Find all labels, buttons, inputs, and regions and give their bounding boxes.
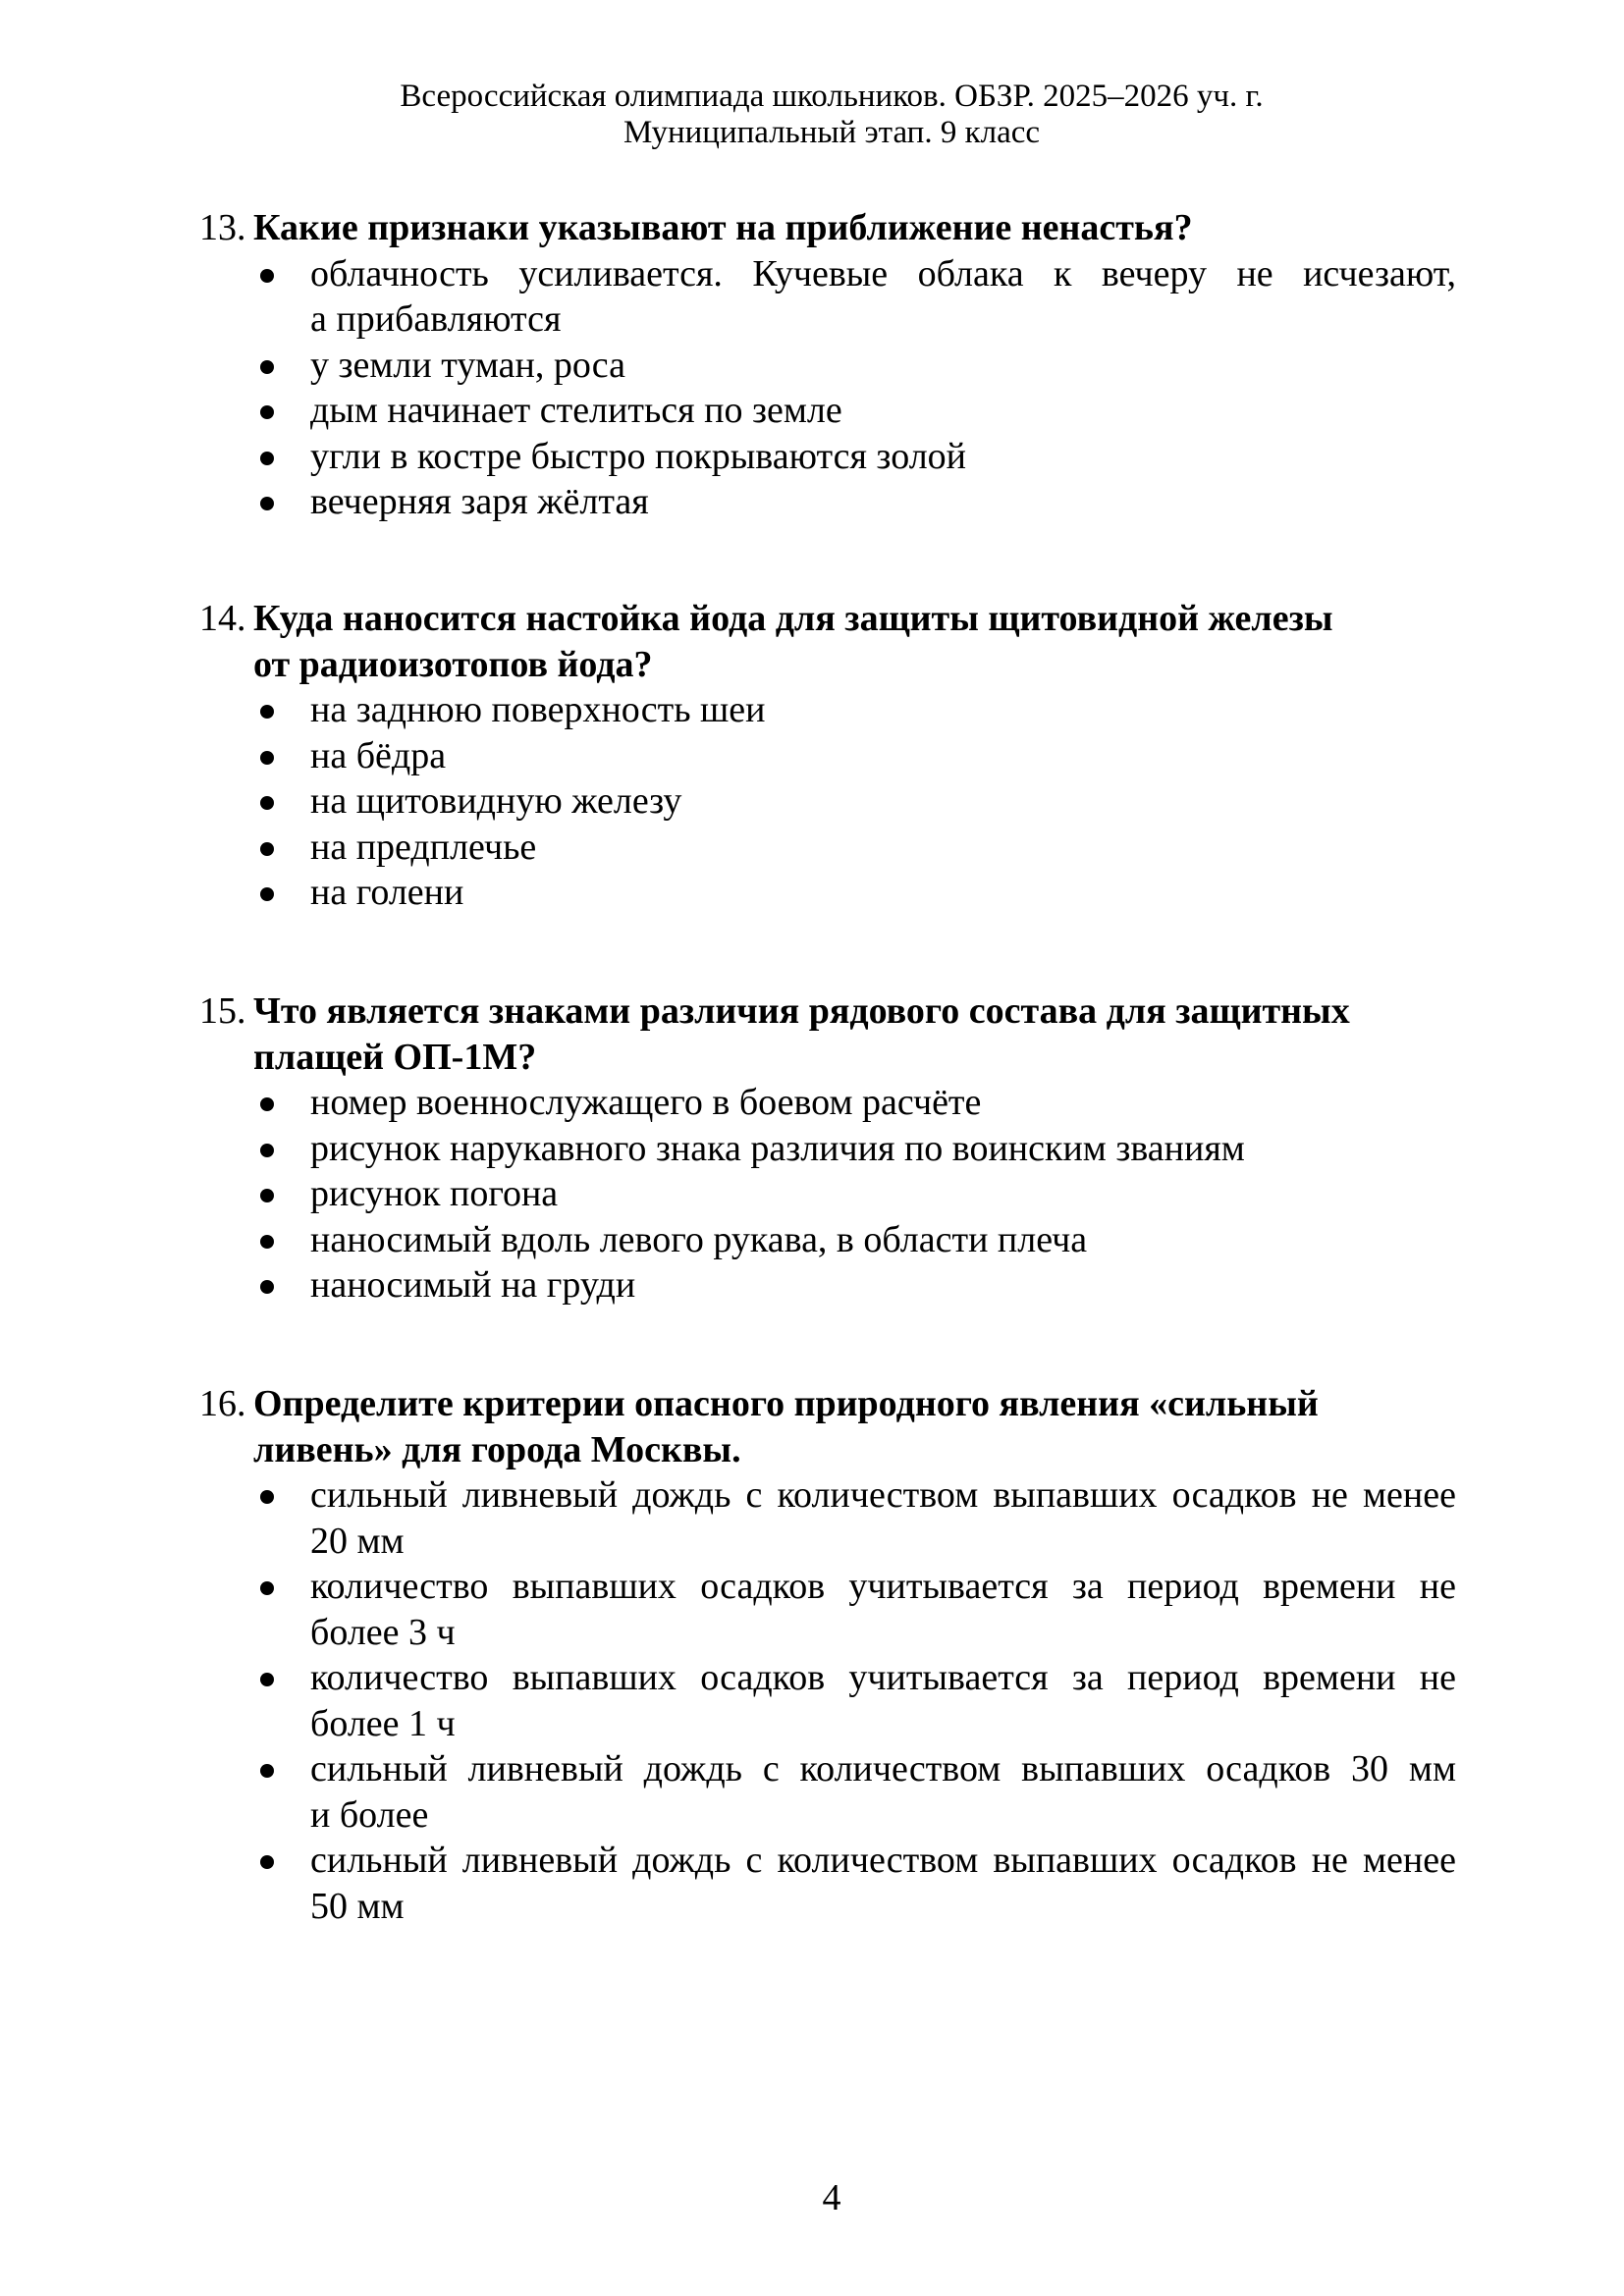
bullet-icon [260,1673,274,1686]
option-text-line: более 3 ч [310,1611,456,1653]
options-list [0,251,1624,525]
question-14 [0,596,1624,916]
list-item [0,1262,1624,1308]
header-subtitle-line: Муниципальный этап. 9 класс [623,115,1041,150]
option-text-line: на заднюю поверхность шеи [310,689,766,730]
bullet-icon [260,842,274,856]
bullet-icon [260,1490,274,1504]
bullet-icon [260,360,274,374]
question-number: 15. [199,990,246,1032]
question-15 [0,988,1624,1308]
list-item [0,1171,1624,1217]
list-item [0,434,1624,480]
bullet-icon [260,1855,274,1869]
bullet-icon [260,1280,274,1294]
option-text-line: более 1 ч [310,1702,456,1744]
question-title-line: Какие признаки указывают на приближение ненастья? [253,207,1193,248]
question-13 [0,205,1624,525]
bullet-icon [260,887,274,901]
option-text-line: 20 мм [310,1520,405,1562]
page-header [196,79,1467,151]
option-text-line: на голени [310,872,464,913]
bullet-icon [260,705,274,719]
bullet-icon [260,497,274,510]
options-list [0,1472,1624,1929]
options-list [0,687,1624,916]
bullet-icon [260,1097,274,1111]
list-item [0,687,1624,733]
question-number: 16. [199,1383,246,1424]
list-item [0,1472,1624,1564]
option-text-line: на бёдра [310,734,447,776]
option-text-line: рисунок погона [310,1173,559,1214]
list-item [0,1080,1624,1126]
list-item [0,1217,1624,1263]
option-text-line: рисунок нарукавного знака различия по воинским званиям [310,1127,1245,1169]
option-text-line: на предплечье [310,826,537,868]
list-item [0,479,1624,525]
option-text-line: наносимый на груди [310,1264,636,1306]
question-title [0,1381,1624,1472]
list-item [0,1655,1624,1746]
list-item [0,1838,1624,1929]
option-text-line: 50 мм [310,1885,405,1927]
option-text-line: у земли туман, роса [310,344,625,386]
list-item [0,1564,1624,1655]
question-title-line: ливень» для города Москвы. [253,1428,741,1470]
list-item [0,778,1624,825]
bullet-icon [260,1189,274,1202]
page-number: 4 [822,2177,841,2218]
option-text-line: облачность усиливается. Кучевые облака к вечеру не исчезают, [310,252,1456,294]
option-text-line: а прибавляются [310,298,562,340]
bullet-icon [260,452,274,465]
list-item [0,343,1624,389]
bullet-icon [260,796,274,810]
bullet-icon [260,1235,274,1249]
question-title [0,988,1624,1080]
bullet-icon [260,405,274,419]
option-text-line: вечерняя заря жёлтая [310,481,649,522]
header-title-line: Всероссийская олимпиада школьников. ОБЗР. 2025–2026 уч. г. [400,79,1264,114]
question-number: 13. [199,207,246,248]
question-title [0,205,1624,251]
list-item [0,825,1624,871]
option-text-line: угли в костре быстро покрываются золой [310,435,967,477]
bullet-icon [260,269,274,283]
option-text-line: номер военнослужащего в боевом расчёте [310,1082,982,1123]
option-text-line: дым начинает стелиться по земле [310,390,842,431]
bullet-icon [260,1764,274,1778]
list-item [0,388,1624,434]
option-text-line: наносимый вдоль левого рукава, в области плеча [310,1218,1088,1260]
question-title [0,596,1624,687]
list-item [0,1126,1624,1172]
option-text-line: количество выпавших осадков учитывается за период времени не [310,1657,1456,1698]
options-list [0,1080,1624,1308]
question-number: 14. [199,598,246,639]
question-title-line: Что является знаками различия рядового состава для защитных [253,990,1350,1032]
option-text-line: сильный ливневый дождь с количеством выпавших осадков не менее [310,1840,1456,1881]
option-text-line: сильный ливневый дождь с количеством выпавших осадков не менее [310,1474,1456,1516]
bullet-icon [260,1144,274,1157]
bullet-icon [260,751,274,765]
option-text-line: на щитовидную железу [310,780,682,822]
question-title-line: плащей ОП-1М? [253,1036,537,1078]
list-item [0,251,1624,343]
question-title-line: Определите критерии опасного природного явления «сильный [253,1383,1319,1424]
option-text-line: количество выпавших осадков учитывается за период времени не [310,1566,1456,1607]
option-text-line: и более [310,1793,429,1836]
bullet-icon [260,1581,274,1595]
option-text-line: сильный ливневый дождь с количеством выпавших осадков 30 мм [310,1748,1456,1789]
question-title-line: Куда наносится настойка йода для защиты щитовидной железы [253,598,1333,639]
list-item [0,1746,1624,1838]
list-item [0,870,1624,916]
question-title-line: от радиоизотопов йода? [253,643,653,685]
list-item [0,733,1624,779]
question-16 [0,1381,1624,1929]
